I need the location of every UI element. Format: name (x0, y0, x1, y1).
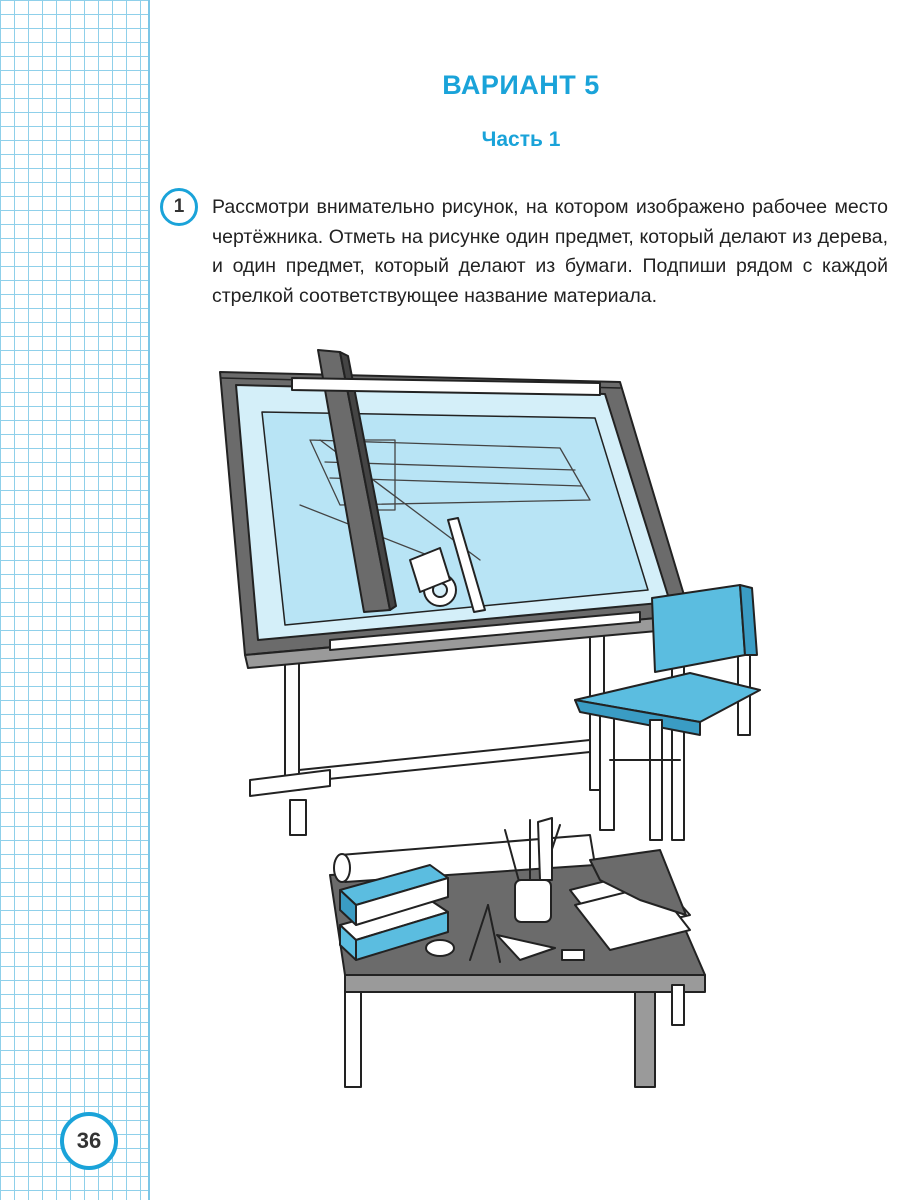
task-text: Рассмотри внимательно рисунок, на котором изображено рабочее место чертёжника. Отметь на рисунке один предмет, который делают из дерева, и один предмет, который делают из бумаги. Подпиши рядом с каждой стрелкой соответствующее название материала. (212, 196, 888, 307)
drafting-workplace-illustration (150, 340, 870, 1100)
page-number: 36 (60, 1112, 118, 1170)
part-title: Часть 1 (481, 128, 561, 151)
graph-paper-margin (0, 0, 150, 1200)
variant-title: ВАРИАНТ 5 (442, 70, 600, 100)
task-number-badge: 1 (160, 188, 198, 226)
